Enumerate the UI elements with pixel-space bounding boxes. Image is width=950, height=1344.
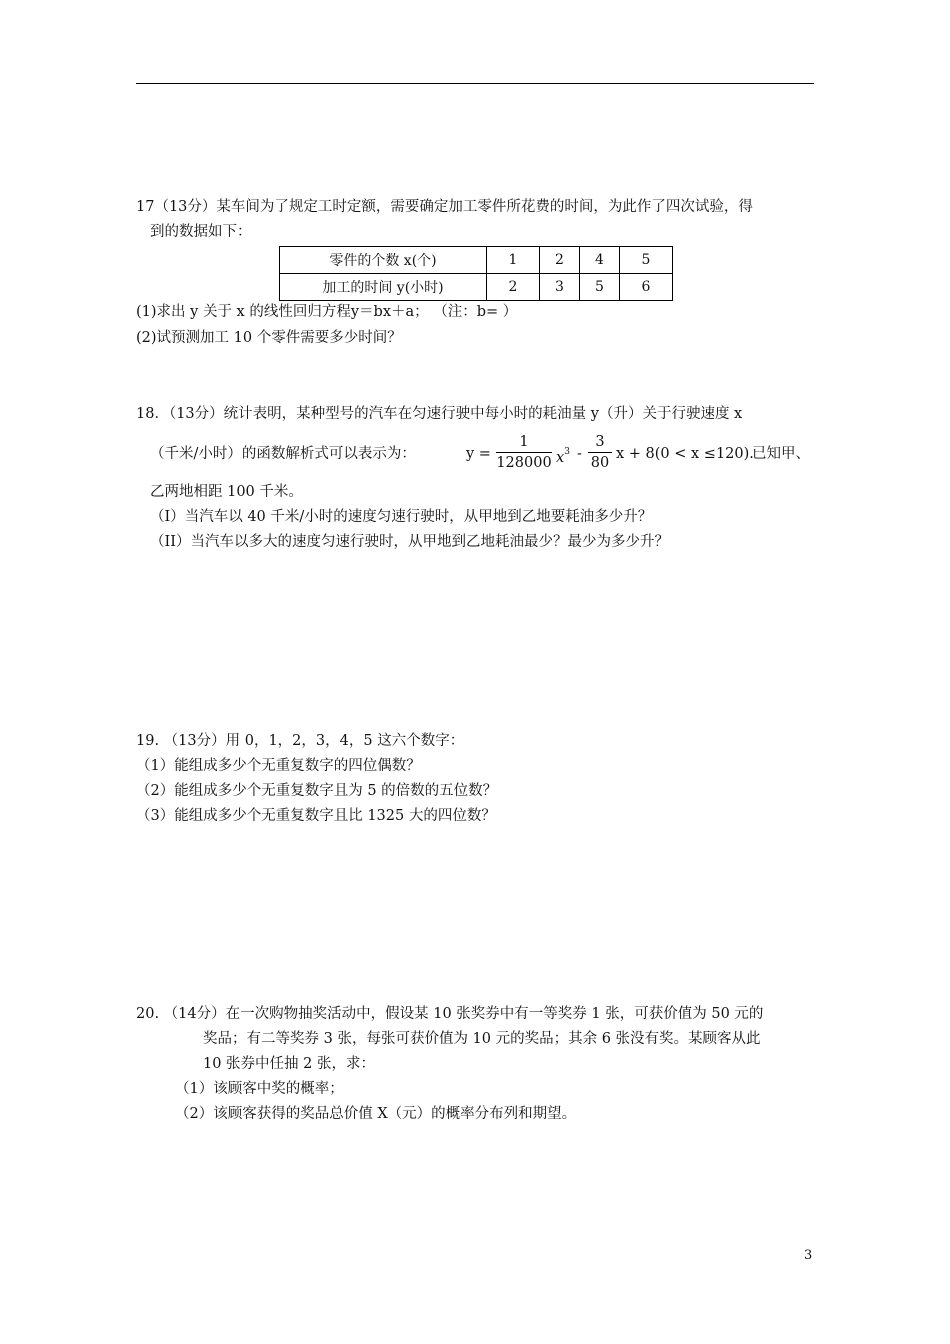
table-cell: 5 bbox=[580, 274, 620, 301]
table-row bbox=[280, 247, 673, 274]
q17-data-table bbox=[279, 246, 673, 301]
q19-part2: （2）能组成多少个无重复数字且为 5 的倍数的五位数？ bbox=[136, 783, 498, 799]
table-row bbox=[280, 274, 673, 301]
q18-line2: （千米/小时）的函数解析式可以表示为： bbox=[150, 446, 416, 462]
table-cell: 1 bbox=[487, 247, 540, 274]
q17-line2: 到的数据如下： bbox=[150, 224, 252, 240]
q20-line3: 10 张券中任抽 2 张，求： bbox=[203, 1056, 376, 1072]
q18-part1: （I）当汽车以 40 千米/小时的速度匀速行驶时，从甲地到乙地要耗油多少升？ bbox=[150, 509, 653, 525]
q20-part2: （2）该顾客获得的奖品总价值 X（元）的概率分布列和期望。 bbox=[175, 1106, 577, 1122]
table-header-y: 加工的时间 y(小时) bbox=[280, 274, 487, 301]
formula-tail: x + 8(0 < x ≤120). bbox=[616, 446, 754, 462]
table-cell: 6 bbox=[620, 274, 673, 301]
q17-part2: (2)试预测加工 10 个零件需要多少时间？ bbox=[136, 330, 402, 346]
table-cell: 4 bbox=[580, 247, 620, 274]
fraction-numerator: 3 bbox=[595, 434, 605, 450]
q20-line1: 20. （14分）在一次购物抽奖活动中，假设某 10 张奖券中有一等奖券 1 张，可获价值为 50 元的 bbox=[136, 1006, 764, 1022]
formula-x-cubed: $x^3$ bbox=[556, 447, 570, 466]
table-cell: 5 bbox=[620, 247, 673, 274]
table-cell: 2 bbox=[540, 247, 580, 274]
q20-part1: （1）该顾客中奖的概率； bbox=[175, 1081, 344, 1097]
table-cell: 3 bbox=[540, 274, 580, 301]
q18-part2: （II）当汽车以多大的速度匀速行驶时，从甲地到乙地耗油最少？最少为多少升？ bbox=[150, 534, 669, 550]
formula-fraction-2 bbox=[588, 432, 612, 473]
q17-part1: (1)求出 y 关于 x 的线性回归方程y＝bx＋a； （注：b= ） bbox=[136, 304, 518, 320]
formula-after: 已知甲、 bbox=[752, 446, 810, 462]
q18-line1: 18．（13分）统计表明，某种型号的汽车在匀速行驶中每小时的耗油量 y（升）关于行驶速度 x bbox=[136, 406, 743, 422]
fraction-denominator: 128000 bbox=[496, 455, 552, 471]
q18-line3: 乙两地相距 100 千米。 bbox=[150, 484, 303, 500]
fraction-numerator: 1 bbox=[519, 434, 529, 450]
q17-line1: 17（13分）某车间为了规定工时定额，需要确定加工零件所花费的时间，为此作了四次试验，得 bbox=[136, 199, 753, 215]
page-number: 3 bbox=[804, 1248, 813, 1263]
q19-line1: 19. （13分）用 0，1，2，3，4，5 这六个数字： bbox=[136, 733, 465, 749]
q19-part3: （3）能组成多少个无重复数字且比 1325 大的四位数？ bbox=[136, 808, 496, 824]
q20-line2: 奖品；有二等奖券 3 张，每张可获价值为 10 元的奖品；其余 6 张没有奖。某顾客从此 bbox=[203, 1031, 761, 1047]
table-header-x: 零件的个数 x(个) bbox=[280, 247, 487, 274]
formula-fraction-1 bbox=[496, 432, 552, 473]
formula-y: y = bbox=[466, 446, 491, 462]
fraction-denominator: 80 bbox=[590, 455, 610, 471]
formula-minus: - bbox=[577, 446, 582, 462]
table-cell: 2 bbox=[487, 274, 540, 301]
q19-part1: （1）能组成多少个无重复数字的四位偶数？ bbox=[136, 758, 421, 774]
header-rule bbox=[136, 83, 814, 84]
